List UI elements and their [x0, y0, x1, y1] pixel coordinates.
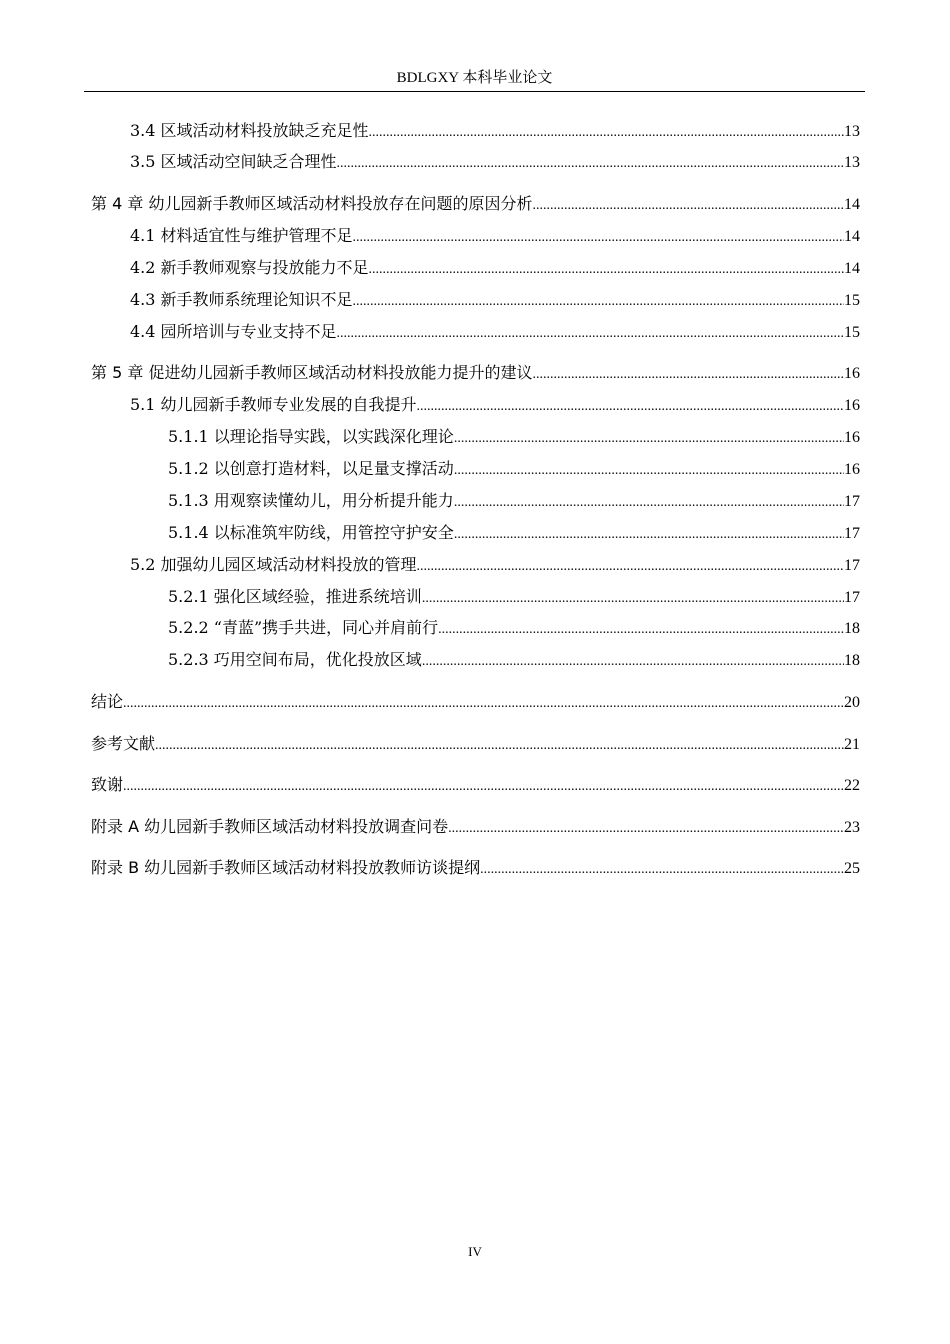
toc-chapter-entry[interactable]: [91, 691, 860, 715]
dot-leader: [438, 619, 844, 641]
dot-leader: [353, 227, 844, 249]
toc-entry-label: 4.3 新手教师系统理论知识不足: [130, 290, 353, 309]
toc-entry[interactable]: [168, 522, 860, 546]
toc-entry-label: 第 4 章 幼儿园新手教师区域活动材料投放存在问题的原因分析: [91, 194, 533, 213]
toc-entry-page: 17: [844, 589, 860, 606]
toc-entry-label: 5.2.3 巧用空间布局，优化投放区域: [168, 650, 422, 669]
toc-entry-label: 5.1.4 以标准筑牢防线，用管控守护安全: [168, 523, 454, 542]
dot-leader: [369, 259, 844, 281]
toc-chapter-entry[interactable]: [91, 193, 860, 217]
dot-leader: [353, 291, 844, 313]
toc-entry-page: 17: [844, 525, 860, 542]
dot-leader: [532, 195, 844, 217]
toc-entry-page: 17: [844, 557, 860, 574]
toc-entry-label: 5.2.1 强化区域经验，推进系统培训: [168, 587, 422, 606]
toc-entry-page: 14: [844, 196, 860, 213]
toc-entry-page: 15: [844, 292, 860, 309]
dot-leader: [337, 323, 844, 345]
dot-leader: [454, 460, 844, 482]
toc-entry-label: 5.1.1 以理论指导实践，以实践深化理论: [168, 427, 454, 446]
toc-entry-page: 16: [844, 397, 860, 414]
toc-entry-page: 13: [844, 154, 860, 171]
dot-leader: [417, 556, 844, 578]
toc-entry[interactable]: [130, 321, 860, 345]
toc-entry-label: 4.1 材料适宜性与维护管理不足: [130, 226, 353, 245]
toc-entry-label: 5.1.3 用观察读懂幼儿，用分析提升能力: [168, 491, 454, 510]
toc-entry-page: 13: [844, 123, 860, 140]
toc-entry[interactable]: [168, 490, 860, 514]
dot-leader: [417, 396, 844, 418]
toc-entry-label: 5.2.2 “青蓝”携手共进，同心并肩前行: [168, 618, 439, 637]
dot-leader: [155, 735, 844, 757]
dot-leader: [337, 153, 844, 175]
toc-entry-page: 16: [844, 429, 860, 446]
page-number: IV: [468, 1244, 482, 1259]
toc-entry-label: 5.2 加强幼儿园区域活动材料投放的管理: [130, 555, 417, 574]
dot-leader: [448, 818, 844, 840]
toc-entry[interactable]: [168, 649, 860, 673]
toc-chapter-entry[interactable]: [91, 362, 860, 386]
dot-leader: [369, 122, 844, 144]
toc-entry[interactable]: [130, 554, 860, 578]
toc-entry-label: 参考文献: [91, 734, 156, 753]
toc-entry-page: 16: [844, 461, 860, 478]
toc-entry-page: 17: [844, 493, 860, 510]
toc-entry-page: 23: [844, 819, 860, 836]
dot-leader: [480, 859, 844, 881]
dot-leader: [422, 651, 844, 673]
toc-entry-label: 4.2 新手教师观察与投放能力不足: [130, 258, 369, 277]
toc-entry[interactable]: [168, 426, 860, 450]
page-footer: [0, 1244, 950, 1260]
toc-entry-label: 附录 A 幼儿园新手教师区域活动材料投放调查问卷: [91, 817, 449, 836]
toc-entry[interactable]: [130, 120, 860, 144]
toc-entry-page: 18: [844, 652, 860, 669]
toc-entry[interactable]: [130, 394, 860, 418]
toc-entry-label: 4.4 园所培训与专业支持不足: [130, 322, 337, 341]
toc-entry-label: 第 5 章 促进幼儿园新手教师区域活动材料投放能力提升的建议: [91, 363, 533, 382]
toc-chapter-entry[interactable]: [91, 733, 860, 757]
toc-chapter-entry[interactable]: [91, 816, 860, 840]
toc-entry[interactable]: [168, 458, 860, 482]
toc-entry[interactable]: [130, 151, 860, 175]
toc-entry-label: 5.1.2 以创意打造材料，以足量支撑活动: [168, 459, 454, 478]
toc-chapter-entry[interactable]: [91, 857, 860, 881]
toc-entry[interactable]: [130, 257, 860, 281]
toc-entry-label: 结论: [91, 692, 124, 711]
toc-entry-label: 致谢: [91, 775, 124, 794]
dot-leader: [123, 776, 844, 798]
dot-leader: [123, 693, 844, 715]
toc-entry-page: 15: [844, 324, 860, 341]
toc-entry-page: 20: [844, 694, 860, 711]
toc-entry[interactable]: [168, 586, 860, 610]
dot-leader: [454, 428, 844, 450]
toc-entry-label: 3.5 区域活动空间缺乏合理性: [130, 152, 337, 171]
dot-leader: [422, 588, 844, 610]
toc-entry-page: 25: [844, 860, 860, 877]
toc-entry-label: 3.4 区域活动材料投放缺乏充足性: [130, 121, 369, 140]
toc-entry-label: 5.1 幼儿园新手教师专业发展的自我提升: [130, 395, 417, 414]
toc-entry-page: 16: [844, 365, 860, 382]
toc-entry[interactable]: [130, 225, 860, 249]
toc-chapter-entry[interactable]: [91, 774, 860, 798]
toc-entry-page: 21: [844, 736, 860, 753]
dot-leader: [454, 492, 844, 514]
dot-leader: [532, 364, 844, 386]
toc-entry-label: 附录 B 幼儿园新手教师区域活动材料投放教师访谈提纲: [91, 858, 481, 877]
header-title: BDLGXY 本科毕业论文: [396, 70, 553, 86]
toc-entry-page: 14: [844, 228, 860, 245]
toc-entry-page: 18: [844, 620, 860, 637]
dot-leader: [454, 524, 844, 546]
toc-entry-page: 22: [844, 777, 860, 794]
toc-entry[interactable]: [130, 289, 860, 313]
toc-entry[interactable]: [168, 617, 860, 641]
toc-entry-page: 14: [844, 260, 860, 277]
